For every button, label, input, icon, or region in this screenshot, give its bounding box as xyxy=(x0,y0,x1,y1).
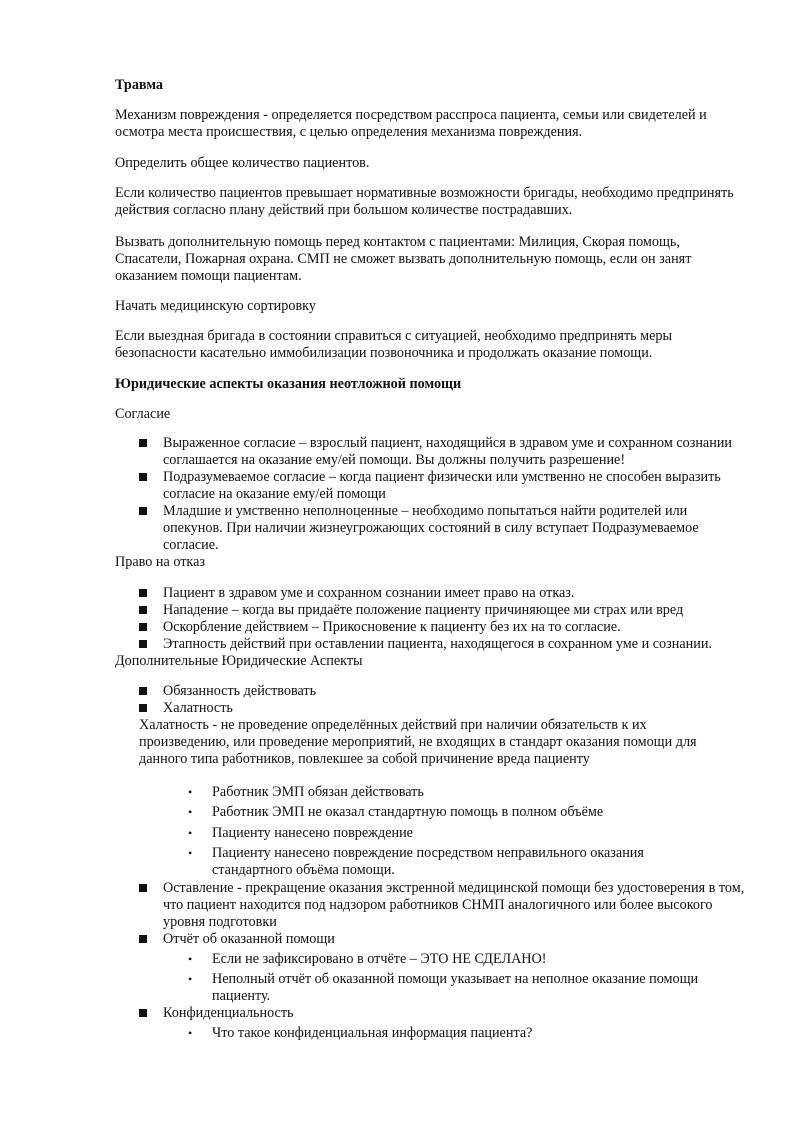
square-bullet-icon xyxy=(139,687,147,695)
square-bullet-icon xyxy=(139,439,147,447)
paragraph-count: Определить общее количество пациентов. xyxy=(115,155,370,171)
square-bullet-icon xyxy=(139,1009,147,1017)
negligence-item: Работник ЭМП обязан действовать xyxy=(212,784,424,800)
paragraph-triage: Начать медицинскую сортировку xyxy=(115,298,316,314)
bullet-dot-icon: • xyxy=(188,805,193,819)
additional-item: Обязанность действовать xyxy=(163,683,317,699)
square-bullet-icon xyxy=(139,640,147,648)
consent-heading: Согласие xyxy=(115,406,171,422)
paragraph-capacity: Если количество пациентов превышает нормативные возможности бригады, необходимо предпринять действия согласно плану действий при большом количестве пострадавших. xyxy=(115,185,734,218)
paragraph-mechanism: Механизм повреждения - определяется посредством расспроса пациента, семьи или свидетелей и осмотра места происшествия, с целью определения механизма повреждения. xyxy=(115,107,707,140)
square-bullet-icon xyxy=(139,704,147,712)
paragraph-call-help: Вызвать дополнительную помощь перед контактом с пациентами: Милиция, Скорая помощь, Спасатели, Пожарная охрана. СМП не сможет вызвать дополнительную помощь, если он занят оказанием помощи пациентам. xyxy=(115,234,692,284)
negligence-item: Пациенту нанесено повреждение xyxy=(212,825,413,841)
bullet-dot-icon: • xyxy=(188,826,193,840)
square-bullet-icon xyxy=(139,623,147,631)
square-bullet-icon xyxy=(139,589,147,597)
page-title: Травма xyxy=(115,77,163,93)
consent-item: Выраженное согласие – взрослый пациент, находящийся в здравом уме и сохранном сознании соглашается на оказание ему/ей помощи. Вы должны получить разрешение! xyxy=(163,435,733,468)
report-item: Неполный отчёт об оказанной помощи указывает на неполное оказание помощи пациенту. xyxy=(212,971,699,1004)
bullet-dot-icon: • xyxy=(188,785,193,799)
refusal-item: Нападение – когда вы придаёте положение пациенту причиняющее ми страх или вред xyxy=(163,602,684,618)
bullet-dot-icon: • xyxy=(188,846,193,860)
additional-item: Халатность xyxy=(163,700,233,716)
consent-item: Младшие и умственно неполноценные – необходимо попытаться найти родителей или опекунов. При наличии жизнеугрожающих состояний в силу вступает Подразумеваемое согласие. xyxy=(163,503,699,553)
square-bullet-icon xyxy=(139,507,147,515)
consent-item: Подразумеваемое согласие – когда пациент физически или умственно не способен выразить согласие на оказание ему/ей помощи xyxy=(163,469,721,502)
legal-heading: Юридические аспекты оказания неотложной помощи xyxy=(115,376,462,392)
paragraph-spine: Если выездная бригада в состоянии справиться с ситуацией, необходимо предпринять меры безопасности касательно иммобилизации позвоночника и продолжать оказание помощи. xyxy=(115,328,673,361)
refusal-item: Пациент в здравом уме и сохранном сознании имеет право на отказ. xyxy=(163,585,575,601)
negligence-item: Работник ЭМП не оказал стандартную помощь в полном объёме xyxy=(212,804,604,820)
additional-heading: Дополнительные Юридические Аспекты xyxy=(115,653,363,669)
bullet-dot-icon: • xyxy=(188,1026,193,1040)
bullet-dot-icon: • xyxy=(188,972,193,986)
refusal-item: Этапность действий при оставлении пациента, находящегося в сохранном уме и сознании. xyxy=(163,636,712,652)
refusal-item: Оскорбление действием – Прикосновение к пациенту без их на то согласие. xyxy=(163,619,621,635)
report-item: Если не зафиксировано в отчёте – ЭТО НЕ СДЕЛАНО! xyxy=(212,951,547,967)
negligence-definition: Халатность - не проведение определённых действий при наличии обязательств к их произведению, или проведение мероприятий, не входящих в стандарт оказания помощи для данного типа работников, повлекшее за собой причинение вреда пациенту xyxy=(139,717,697,767)
confidentiality-heading: Конфиденциальность xyxy=(163,1005,294,1021)
refusal-heading: Право на отказ xyxy=(115,554,206,570)
negligence-item: Пациенту нанесено повреждение посредством неправильного оказания стандартного объёма помощи. xyxy=(212,845,644,878)
bullet-dot-icon: • xyxy=(188,952,193,966)
square-bullet-icon xyxy=(139,473,147,481)
square-bullet-icon xyxy=(139,935,147,943)
report-heading: Отчёт об оказанной помощи xyxy=(163,931,335,947)
square-bullet-icon xyxy=(139,884,147,892)
confidentiality-item: Что такое конфиденциальная информация пациента? xyxy=(212,1025,533,1041)
square-bullet-icon xyxy=(139,606,147,614)
abandonment-item: Оставление - прекращение оказания экстренной медицинской помощи без удостоверения в том, что пациент находится под надзором работников СНМП аналогичного или более высокого уровня подготовки xyxy=(163,880,745,930)
